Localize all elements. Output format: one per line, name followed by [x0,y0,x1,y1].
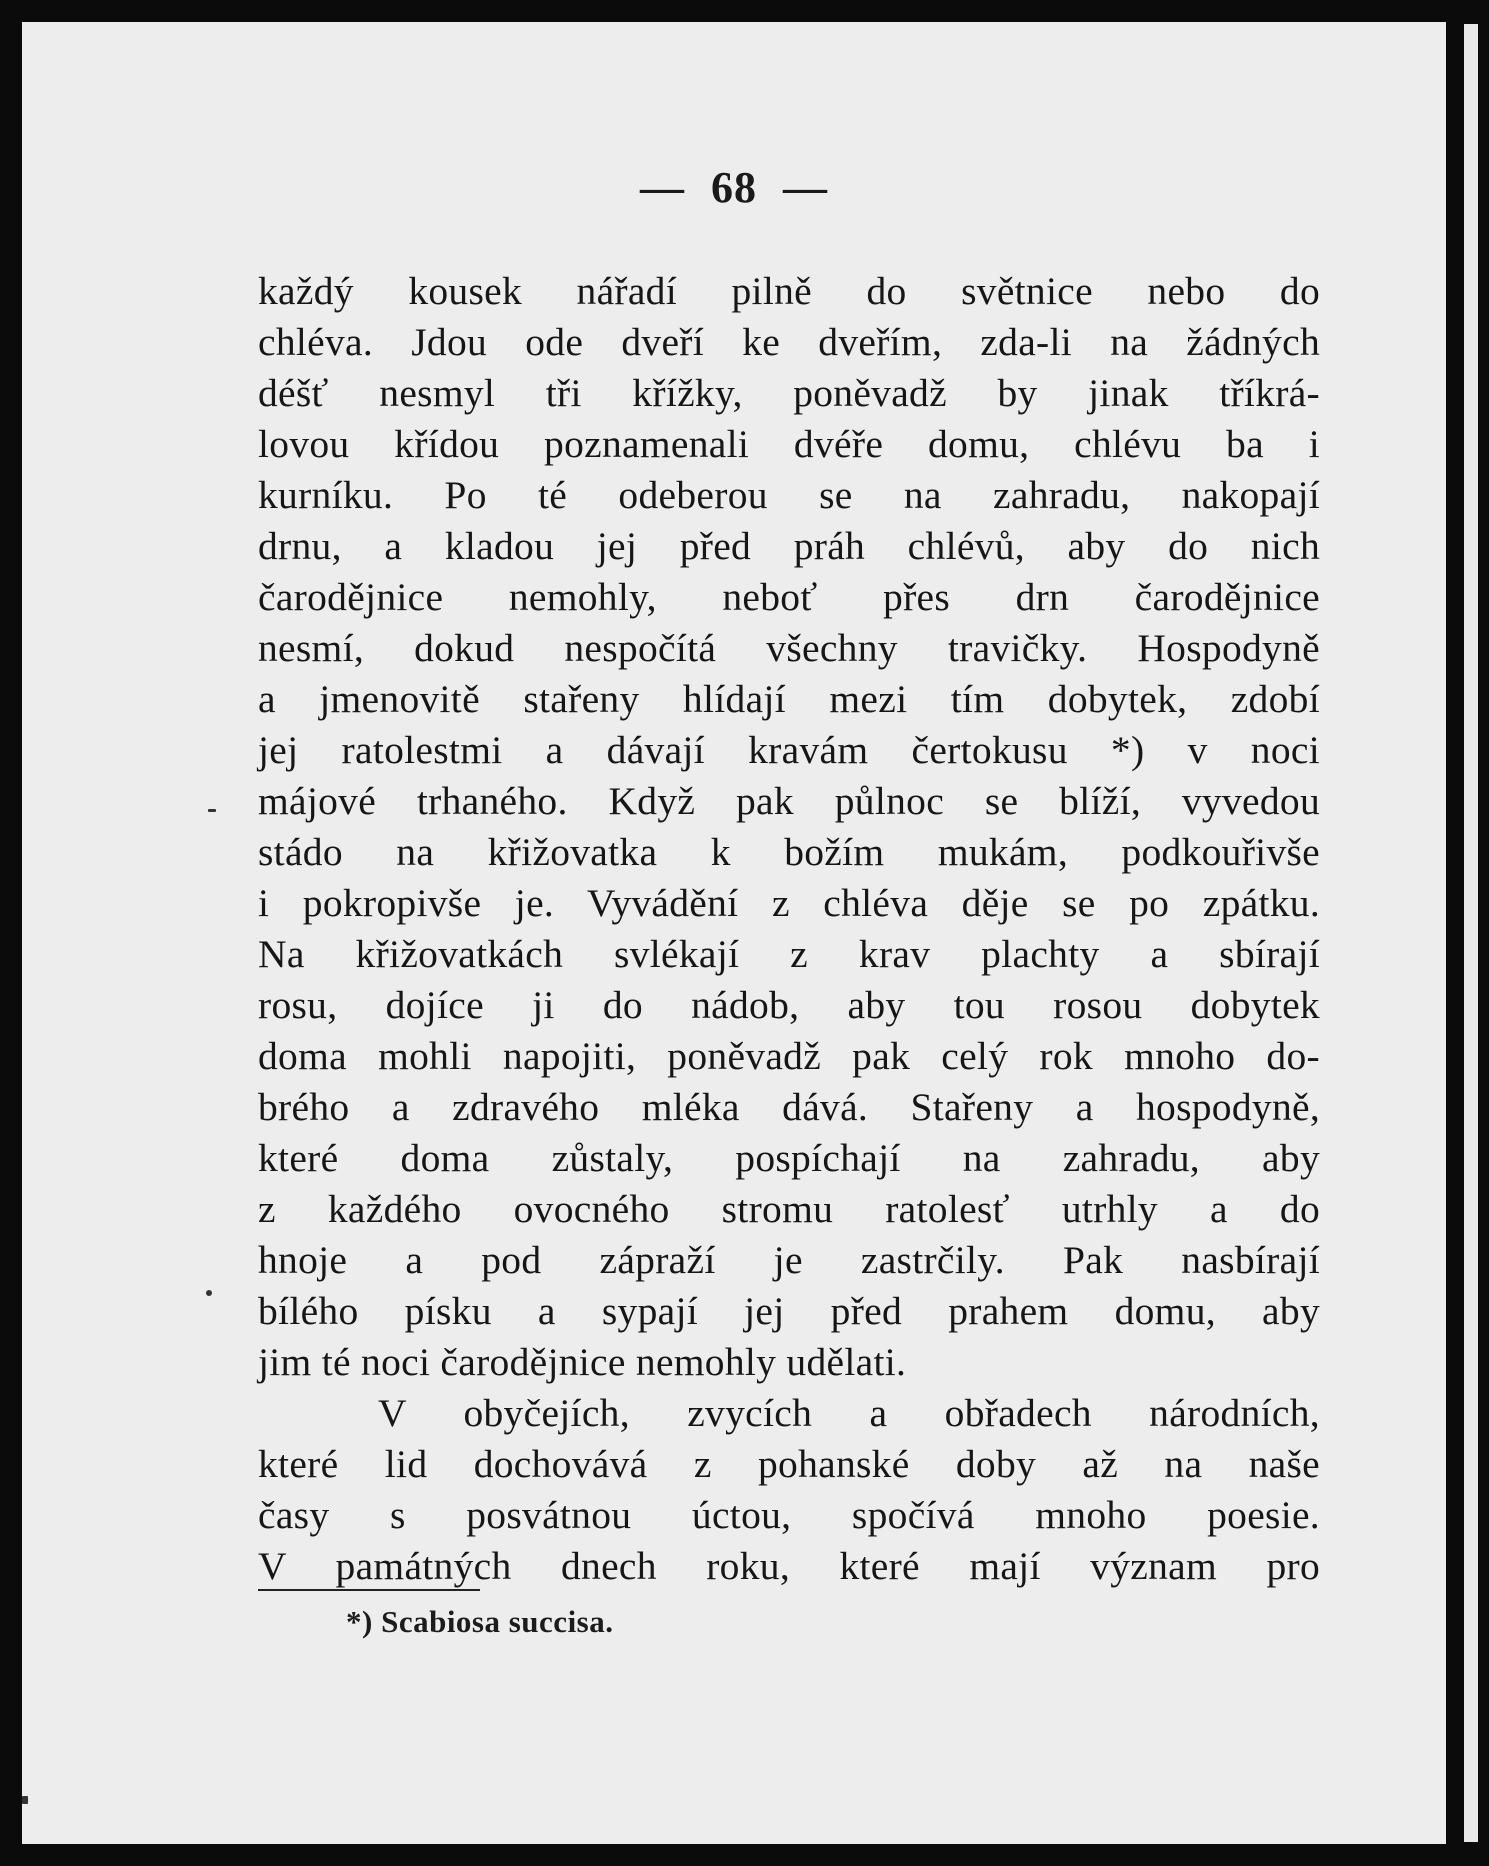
text-line: časy s posvátnou úctou, spočívá mnoho poesie. [258,1493,1320,1537]
text-line: májové trhaného. Když pak půlnoc se blíží, vyvedou [258,779,1320,823]
text-line: lovou křídou poznamenali dvéře domu, chlévu ba i [258,422,1320,466]
text-line: nesmí, dokud nespočítá všechny travičky. Hospodyně [258,626,1320,670]
text-line: i pokropivše je. Vyvádění z chléva děje se po zpátku. [258,881,1320,925]
text-line: chléva. Jdou ode dveří ke dveřím, zda-li na žádných [258,320,1320,364]
text-line: které lid dochovává z pohanské doby až na naše [258,1442,1320,1486]
book-page [22,22,1446,1844]
text-line: čarodějnice nemohly, neboť přes drn čarodějnice [258,575,1320,619]
text-line: jej ratolestmi a dávají kravám čertokusu *) v noci [258,728,1320,772]
text-line: rosu, dojíce ji do nádob, aby tou rosou dobytek [258,983,1320,1027]
text-line: brého a zdravého mléka dává. Stařeny a hospodyně, [258,1085,1320,1129]
page-number-value: 68 [711,163,757,212]
text-line: Na křižovatkách svlékají z krav plachty a sbírají [258,932,1320,976]
margin-speck [206,1290,212,1296]
footnote: *) Scabiosa succisa. [346,1604,614,1639]
page-number [22,162,1446,213]
text-line: každý kousek nářadí pilně do světnice nebo do [258,269,1320,313]
text-line: déšť nesmyl tři křížky, poněvadž by jinak tříkrá- [258,371,1320,415]
text-line: bílého písku a sypají jej před prahem domu, aby [258,1289,1320,1333]
text-line: které doma zůstaly, pospíchají na zahradu, aby [258,1136,1320,1180]
text-line: drnu, a kladou jej před práh chlévů, aby do nich [258,524,1320,568]
text-line: kurníku. Po té odeberou se na zahradu, nakopají [258,473,1320,517]
text-line: doma mohli napojiti, poněvadž pak celý rok mnoho do- [258,1034,1320,1078]
text-line: a jmenovitě stařeny hlídají mezi tím dobytek, zdobí [258,677,1320,721]
text-line: z každého ovocného stromu ratolesť utrhly a do [258,1187,1320,1231]
text-line: jim té noci čarodějnice nemohly udělati. [258,1340,907,1384]
footnote-rule [258,1589,480,1591]
next-page-edge [1464,24,1478,1842]
text-line: hnoje a pod zápraží je zastrčily. Pak nasbírají [258,1238,1320,1282]
margin-speck [208,809,216,812]
text-line: V památných dnech roku, které mají význam pro [258,1544,1320,1588]
text-line: V obyčejích, zvycích a obřadech národních, [378,1391,1320,1435]
margin-speck [22,1796,28,1804]
page-number-prefix: — [640,163,685,212]
text-line: stádo na křižovatka k božím mukám, podkouřivše [258,830,1320,874]
page-number-suffix: — [783,163,828,212]
